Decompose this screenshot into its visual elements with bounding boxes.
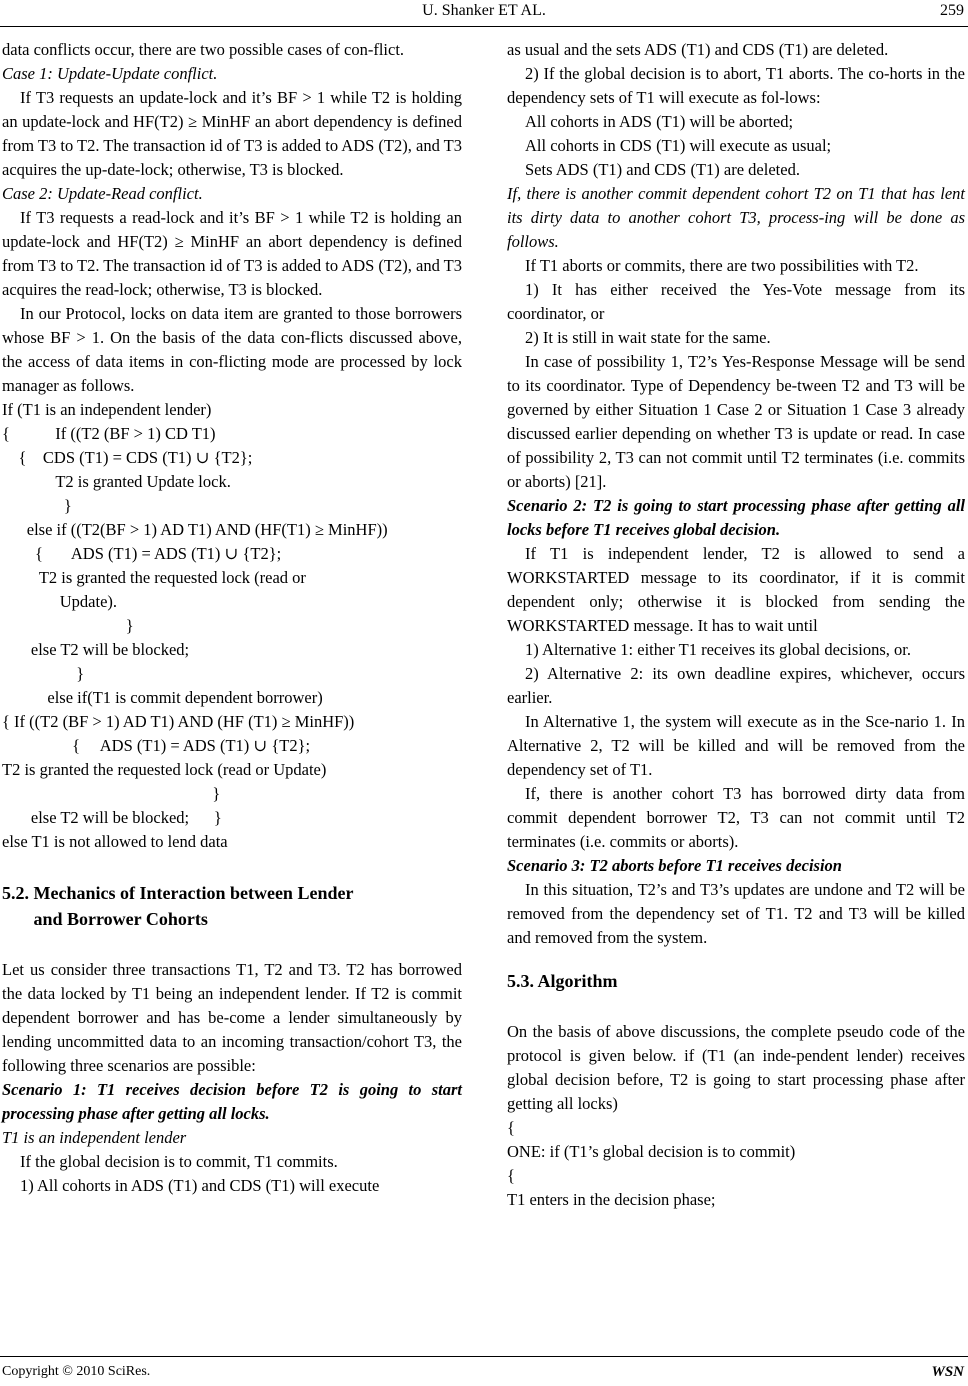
section-heading: 5.3. Algorithm [507,971,618,991]
right-column-paragraph: All cohorts in CDS (T1) will execute as usual; [525,136,832,155]
right-column-paragraph: 2) Alternative 2: its own deadline expires, whichever, occurs earlier. [507,664,965,707]
left-column-paragraph: T2 is granted the requested lock (read or [2,568,306,587]
page-number: 259 [940,2,964,19]
right-column-paragraph: On the basis of above discussions, the complete pseudo code of the protocol is given below. if (T1 (an inde-pendent lender) receives global decision before, T2 is going to start processing phase after getting all locks) [507,1022,965,1113]
left-column-paragraph: Update). [2,592,118,611]
right-column-paragraph: In Alternative 1, the system will execute as in the Sce-nario 1. In Alternative 2, T2 will be killed and will be removed from the dependency set of T1. [507,712,965,779]
left-column-paragraph: T2 is granted the requested lock (read or Update) [2,760,327,779]
right-column-paragraph: In this situation, T2’s and T3’s updates are undone and T2 will be removed from the dependency set of T1. T2 and T3 will be killed and removed from the system. [507,880,965,947]
spacer [507,994,965,1020]
left-column [2,38,462,1198]
right-column-paragraph: Sets ADS (T1) and CDS (T1) are deleted. [525,160,800,179]
right-column-paragraph: If T1 is independent lender, T2 is allowed to send a WORKSTARTED message to its coordinator, if it is commit dependent only; otherwise it is blocked from sending the WORKSTARTED message. It has to wait until [507,544,965,635]
left-column-paragraph: else T2 will be blocked; [2,640,190,659]
right-column [507,38,965,1212]
right-column-paragraph: T1 enters in the decision phase; [507,1190,716,1209]
journal-name: WSN [931,1364,964,1380]
right-column-paragraph: 1) It has either received the Yes-Vote message from its coordinator, or [507,280,965,323]
right-column-paragraph: Scenario 3: T2 aborts before T1 receives decision [507,856,842,875]
left-column-paragraph: { CDS (T1) = CDS (T1) ∪ {T2}; [2,448,253,467]
left-column-paragraph: data conflicts occur, there are two possible cases of con-flict. [2,40,405,59]
left-column-paragraph: T2 is granted Update lock. [2,472,231,491]
left-column-paragraph: { ADS (T1) = ADS (T1) ∪ {T2}; [2,544,282,563]
left-column-paragraph: Scenario 1: T1 receives decision before T2 is going to start processing phase after getting all locks. [2,1080,462,1123]
right-column-paragraph: 2) If the global decision is to abort, T1 aborts. The co-horts in the dependency sets of T1 will execute as fol-lows: [507,64,965,107]
right-column-paragraph: 1) Alternative 1: either T1 receives its global decisions, or. [525,640,911,659]
left-column-paragraph: } [2,616,134,635]
left-column-paragraph: else if(T1 is commit dependent borrower) [2,688,323,707]
right-column-paragraph: In case of possibility 1, T2’s Yes-Response Message will be send to its coordinator. Type of Dependency be-tween T2 and T3 will be governed by either Situation 1 Case 2 or Situation 1 Case 3 already discussed earlier depending on whether T3 is update or read. In case of possibility 2, T3 can not commit until T2 terminates (i.e. commits or aborts) [21]. [507,352,965,491]
right-column-paragraph: as usual and the sets ADS (T1) and CDS (T1) are deleted. [507,40,889,59]
running-title: U. Shanker ET AL. [422,2,546,19]
left-column-paragraph: Case 1: Update-Update conflict. [2,64,218,83]
footer-rule [0,1356,968,1357]
left-column-paragraph: { If ((T2 (BF > 1) AD T1) AND (HF (T1) ≥ MinHF)) [2,712,355,731]
page-header [0,0,968,30]
right-column-paragraph: { [507,1118,515,1137]
left-column-paragraph: Case 2: Update-Read conflict. [2,184,203,203]
header-rule [0,26,968,27]
right-column-paragraph: { [507,1166,515,1185]
left-column-paragraph: If T3 requests an update-lock and it’s BF > 1 while T2 is holding an update-lock and HF(T2) ≥ MinHF an abort dependency is defined from T3 to T2. The transaction id of T3 is added to ADS (T2), and T3 acquires the up-date-lock; otherwise, T3 is blocked. [2,88,462,179]
section-heading: 5.2. Mechanics of Interaction between Lender [2,883,354,903]
right-column-paragraph: All cohorts in ADS (T1) will be aborted; [525,112,794,131]
right-column-paragraph: ONE: if (T1’s global decision is to commit) [507,1142,796,1161]
right-column-paragraph: If T1 aborts or commits, there are two possibilities with T2. [525,256,919,275]
left-column-paragraph: If T3 requests a read-lock and it’s BF > 1 while T2 is holding an update-lock and HF(T2) ≥ MinHF an abort dependency is defined from T3 to T2. The transaction id of T3 is added to ADS (T2), and T3 acquires the read-lock; otherwise, T3 is blocked. [2,208,462,299]
left-column-paragraph: If the global decision is to commit, T1 commits. [20,1152,338,1171]
left-column-paragraph: } [2,496,72,515]
copyright-notice: Copyright © 2010 SciRes. [2,1364,151,1379]
left-column-paragraph: } [2,664,85,683]
right-column-paragraph: 2) It is still in wait state for the same. [525,328,771,347]
left-column-paragraph: 1) All cohorts in ADS (T1) and CDS (T1) will execute [20,1176,380,1195]
right-column-paragraph: Scenario 2: T2 is going to start processing phase after getting all locks before T1 receives global decision. [507,496,965,539]
spacer [2,932,462,958]
left-column-paragraph: Let us consider three transactions T1, T2 and T3. T2 has borrowed the data locked by T1 being an independent lender. If T2 is commit dependent borrower and has be-come a lender simultaneously by lending uncommitted data to an incoming transaction/cohort T3, the following three scenarios are possible: [2,960,462,1075]
spacer [507,950,965,968]
left-column-paragraph: { If ((T2 (BF > 1) CD T1) [2,424,216,443]
left-column-paragraph: T1 is an independent lender [2,1128,187,1147]
left-column-paragraph: } [2,784,221,803]
left-column-paragraph: else T2 will be blocked; } [2,808,222,827]
left-column-paragraph: { ADS (T1) = ADS (T1) ∪ {T2}; [2,736,311,755]
right-column-paragraph: If, there is another cohort T3 has borrowed dirty data from commit dependent borrower T2, T3 can not commit until T2 terminates (i.e. commits or aborts). [507,784,965,851]
spacer [2,854,462,880]
left-column-paragraph: If (T1 is an independent lender) [2,400,212,419]
page-footer [0,1356,968,1386]
section-heading: and Borrower Cohorts [2,909,208,929]
right-column-paragraph: If, there is another commit dependent cohort T2 on T1 that has lent its dirty data to another cohort T3, process-ing will be done as follows. [507,184,965,251]
left-column-paragraph: else if ((T2(BF > 1) AD T1) AND (HF(T1) ≥ MinHF)) [2,520,388,539]
left-column-paragraph: else T1 is not allowed to lend data [2,832,228,851]
left-column-paragraph: In our Protocol, locks on data item are granted to those borrowers whose BF > 1. On the basis of the data con-flicts discussed above, the access of data items in con-flicting mode are processed by lock manager as follows. [2,304,462,395]
